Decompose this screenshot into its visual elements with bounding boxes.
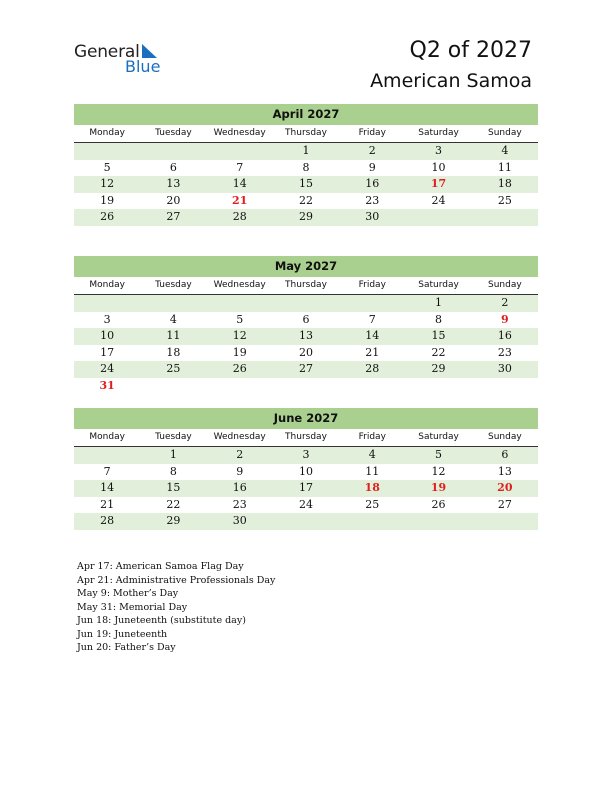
weekday-label: Saturday [418, 432, 459, 442]
day-cell: 25 [166, 362, 181, 375]
day-cell: 7 [103, 464, 111, 478]
weekday-label: Saturday [418, 280, 459, 290]
day-cell: 9 [236, 464, 244, 478]
day-cell: 18 [166, 345, 181, 359]
day-cell: 17 [298, 481, 313, 494]
day-cell: 21 [365, 345, 380, 359]
weekday-label: Tuesday [155, 128, 192, 138]
weekday-label: Wednesday [213, 432, 266, 442]
day-cell: 18 [364, 481, 380, 494]
day-cell: 1 [169, 448, 177, 461]
day-cell: 30 [365, 210, 380, 223]
day-cell: 5 [435, 448, 443, 461]
weekday-label: Friday [358, 280, 386, 290]
week-row [74, 143, 538, 160]
day-cell: 14 [232, 177, 247, 190]
empty-day-cell [74, 143, 140, 160]
weekday-label: Friday [358, 128, 386, 138]
day-cell: 3 [103, 312, 111, 326]
weekday-label: Monday [89, 128, 125, 138]
day-cell: 2 [501, 296, 509, 309]
empty-day-cell [140, 378, 206, 395]
day-cell: 5 [236, 312, 244, 326]
day-cell: 28 [365, 362, 380, 375]
day-cell: 17 [100, 345, 115, 359]
logo-blue-text: Blue [125, 57, 161, 76]
page-title: Q2 of 2027 [409, 38, 532, 63]
holiday-note: Jun 19: Juneteenth [77, 628, 168, 640]
month-header: April 2027 [74, 104, 538, 125]
day-cell: 8 [302, 160, 310, 174]
day-cell: 22 [298, 193, 313, 207]
day-cell: 10 [298, 464, 313, 478]
day-cell: 14 [100, 481, 115, 494]
week-row [74, 160, 538, 177]
weekday-label: Thursday [285, 280, 327, 290]
day-cell: 13 [298, 329, 313, 342]
weekday-header-row [74, 277, 538, 295]
week-row [74, 328, 538, 345]
weekday-label: Thursday [285, 432, 327, 442]
holiday-note: Apr 21: Administrative Professionals Day [77, 574, 276, 586]
day-cell: 16 [365, 177, 380, 190]
weekday-label: Sunday [487, 280, 522, 290]
day-cell: 17 [430, 177, 447, 190]
day-cell: 30 [497, 362, 512, 375]
day-cell: 20 [298, 345, 313, 359]
day-cell: 7 [236, 160, 244, 174]
holiday-note: Apr 17: American Samoa Flag Day [77, 561, 244, 572]
day-cell: 21 [100, 497, 115, 511]
empty-day-cell [207, 295, 273, 312]
weekday-label: Sunday [487, 128, 522, 138]
empty-day-cell [405, 209, 471, 226]
weekday-label: Wednesday [213, 280, 266, 290]
day-cell: 23 [232, 497, 247, 511]
day-cell: 1 [435, 296, 443, 309]
day-cell: 6 [169, 160, 177, 174]
day-cell: 9 [501, 312, 509, 326]
day-cell: 27 [497, 497, 512, 511]
week-row [74, 345, 538, 362]
day-cell: 18 [497, 177, 512, 190]
empty-day-cell [339, 378, 405, 395]
day-cell: 9 [368, 160, 376, 174]
empty-day-cell [405, 378, 471, 395]
empty-day-cell [207, 378, 273, 395]
empty-day-cell [472, 513, 538, 530]
weekday-header-row [74, 429, 538, 447]
day-cell: 3 [302, 448, 310, 461]
day-cell: 29 [431, 362, 446, 375]
empty-day-cell [140, 295, 206, 312]
week-row [74, 513, 538, 530]
week-row [74, 312, 538, 329]
weekday-label: Thursday [285, 128, 327, 138]
weekday-label: Tuesday [155, 432, 192, 442]
day-cell: 13 [166, 177, 181, 190]
holiday-note: May 9: Mother’s Day [77, 588, 179, 599]
day-cell: 22 [166, 497, 181, 511]
day-cell: 10 [100, 329, 115, 342]
day-cell: 6 [302, 312, 310, 326]
month-header: May 2027 [74, 256, 538, 277]
day-cell: 24 [298, 497, 313, 511]
day-cell: 25 [365, 497, 380, 511]
day-cell: 8 [435, 312, 443, 326]
day-cell: 26 [232, 362, 247, 375]
day-cell: 16 [232, 481, 247, 494]
week-row [74, 361, 538, 378]
day-cell: 1 [302, 144, 310, 157]
month-calendar-april [74, 104, 538, 226]
empty-day-cell [339, 513, 405, 530]
month-calendar-june [74, 408, 538, 530]
day-cell: 11 [365, 464, 380, 478]
day-cell: 2 [368, 144, 376, 157]
day-cell: 11 [497, 160, 512, 174]
empty-day-cell [472, 209, 538, 226]
empty-day-cell [472, 378, 538, 395]
day-cell: 10 [431, 160, 446, 174]
weekday-label: Wednesday [213, 128, 266, 138]
empty-day-cell [140, 143, 206, 160]
logo-general-text: General [74, 42, 140, 62]
day-cell: 29 [166, 514, 181, 527]
day-cell: 5 [103, 160, 111, 174]
week-row [74, 209, 538, 226]
day-cell: 7 [368, 312, 376, 326]
week-row [74, 193, 538, 210]
day-cell: 15 [166, 481, 181, 494]
weekday-label: Monday [89, 432, 125, 442]
day-cell: 4 [169, 312, 177, 326]
day-cell: 19 [100, 193, 115, 207]
day-cell: 15 [431, 329, 446, 342]
empty-day-cell [273, 295, 339, 312]
day-cell: 28 [100, 514, 115, 527]
week-row [74, 295, 538, 312]
day-cell: 4 [501, 144, 509, 157]
holiday-notes [77, 560, 275, 655]
day-cell: 27 [166, 210, 181, 223]
week-row [74, 497, 538, 514]
weekday-label: Saturday [418, 128, 459, 138]
day-cell: 14 [365, 329, 380, 342]
day-cell: 12 [232, 329, 247, 342]
empty-day-cell [405, 513, 471, 530]
day-cell: 22 [431, 345, 446, 359]
day-cell: 2 [236, 448, 244, 461]
holiday-note: Jun 18: Juneteenth (substitute day) [77, 615, 246, 626]
day-cell: 27 [298, 362, 313, 375]
day-cell: 24 [431, 193, 446, 207]
day-cell: 26 [431, 497, 446, 511]
day-cell: 11 [166, 329, 181, 342]
day-cell: 21 [232, 193, 248, 207]
day-cell: 6 [501, 448, 509, 461]
day-cell: 29 [298, 210, 313, 223]
week-row [74, 176, 538, 193]
month-header: June 2027 [74, 408, 538, 429]
day-cell: 19 [232, 345, 247, 359]
weekday-label: Tuesday [155, 280, 192, 290]
day-cell: 4 [368, 448, 376, 461]
country-name: American Samoa [370, 70, 532, 92]
weekday-label: Friday [358, 432, 386, 442]
holiday-note: Jun 20: Father’s Day [77, 642, 176, 653]
day-cell: 23 [365, 193, 380, 207]
empty-day-cell [273, 513, 339, 530]
day-cell: 26 [100, 210, 115, 223]
empty-day-cell [273, 378, 339, 395]
week-row [74, 464, 538, 481]
weekday-label: Monday [89, 280, 125, 290]
day-cell: 12 [100, 177, 115, 190]
day-cell: 28 [232, 210, 247, 223]
day-cell: 8 [169, 464, 177, 478]
day-cell: 20 [497, 481, 513, 494]
day-cell: 30 [232, 514, 247, 527]
day-cell: 20 [166, 193, 181, 207]
day-cell: 31 [99, 378, 115, 392]
empty-day-cell [74, 447, 140, 464]
weekday-header-row [74, 125, 538, 143]
empty-day-cell [74, 295, 140, 312]
day-cell: 25 [497, 193, 512, 207]
week-row [74, 480, 538, 497]
week-row [74, 378, 538, 395]
week-row [74, 447, 538, 464]
month-calendar-may [74, 256, 538, 394]
brand-logo [74, 42, 174, 78]
day-cell: 15 [298, 177, 313, 190]
day-cell: 23 [497, 345, 512, 359]
weekday-label: Sunday [487, 432, 522, 442]
day-cell: 24 [100, 362, 115, 375]
day-cell: 13 [497, 464, 512, 478]
holiday-note: May 31: Memorial Day [77, 601, 188, 613]
day-cell: 19 [430, 481, 447, 494]
empty-day-cell [207, 143, 273, 160]
day-cell: 12 [431, 464, 446, 478]
day-cell: 16 [497, 329, 512, 342]
empty-day-cell [339, 295, 405, 312]
day-cell: 3 [435, 144, 443, 157]
